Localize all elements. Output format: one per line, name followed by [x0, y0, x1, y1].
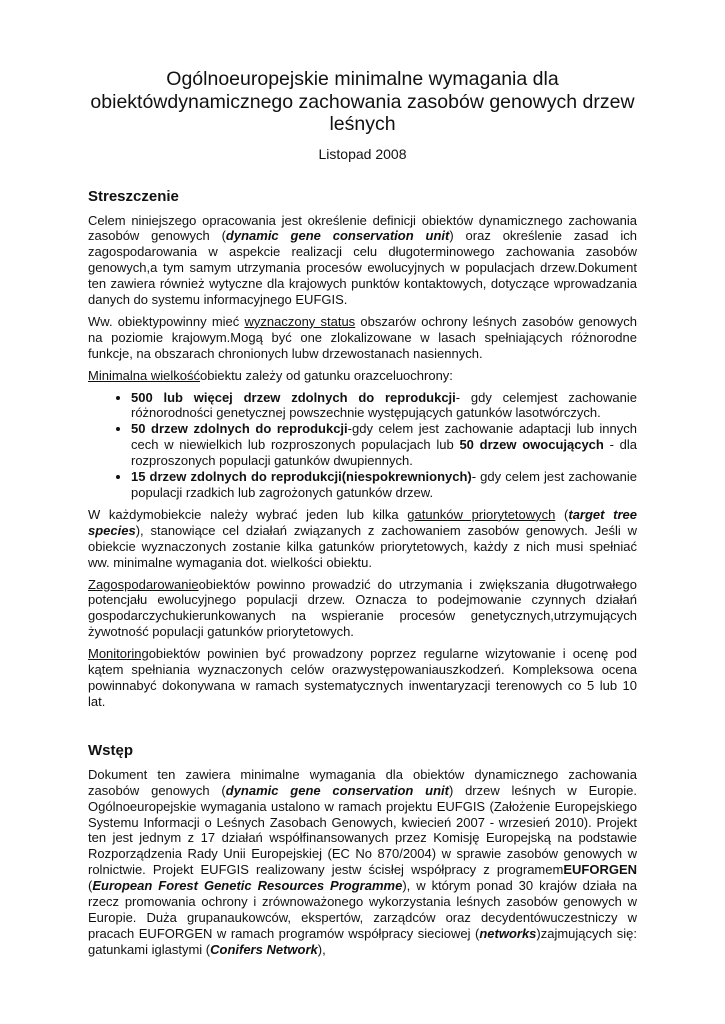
- text-run: obiektów powinno prowadzić do utrzymania i zwiększania długotrwałego potencjału ewolucyjnego populacji drzew. Oznacza to podejmowanie czynnych działań gospodarczychukierunkowanych na wspieranie procesów genetycznych,utrzymujących żywotność populacji gatunków priorytetowych.: [88, 576, 637, 640]
- text-run: ), stanowiące cel działań związanych z zachowaniem zasobów genowych. Jeśli w obiekcie wyznaczonych zostanie kilka gatunków priorytetowych, każdy z nich musi spełniać ww. minimalne wymagania dot. wielkości obiektu.: [88, 522, 637, 570]
- underlined-term: Zagospodarowanie: [88, 576, 199, 592]
- text-run: ) oraz określenie zasad ich zagospodarowania w aspekcie realizacji celu długoterminowego zachowania zasobów genowych,a tym samym utrzymania procesów ewolucyjnych w populacjach drzew.Dokument ten zawiera również wytyczne dla krajowych punktów kontaktowych, dotyczące wprowadzania danych do systemu informacyjnego EUFGIS.: [88, 228, 637, 308]
- requirements-list: [88, 390, 637, 501]
- emphasis-term: target tree species: [88, 506, 637, 538]
- bold-term: 50 drzew zdolnych do reprodukcji: [131, 421, 348, 437]
- document-date: Listopad 2008: [318, 145, 407, 162]
- bold-term: 500 lub więcej drzew zdolnych do reprodukcji: [131, 389, 456, 405]
- bold-term: 15 drzew zdolnych do reprodukcji(niespokrewnionych): [131, 469, 472, 485]
- list-item: [131, 390, 637, 422]
- underlined-term: gatunków priorytetowych: [407, 506, 556, 522]
- underlined-term: Minimalna wielkość: [88, 367, 200, 383]
- text-run: ), w którym ponad 30 krajów działa na rzecz promowania ochrony i zrównoważonego wykorzystania leśnych zasobów genowych w Europie. Duża grupanaukowców, ekspertów, zarządców oraz decydentówuczestniczy w pracach EUFORGEN w ramach programów współpracy sieciowej (: [88, 878, 638, 941]
- text-run: (: [88, 878, 93, 894]
- summary-paragraph-5: [88, 577, 637, 641]
- document-title: Ogólnoeuropejskie minimalne wymagania dla obiektówdynamicznego zachowania zasobów genowych drzew leśnych: [90, 68, 635, 135]
- list-item: [131, 421, 637, 469]
- text-run: obiektów powinien być prowadzony poprzez regularne wizytowanie i ocenę pod kątem spełniania wyznaczonych celów orazwystępowaniauszkodzeń. Kompleksowa ocena powinnabyć dokonywana w ramach systematycznych inwentaryzacji terenowych co 5 lub 10 lat.: [88, 646, 637, 709]
- underlined-term: wyznaczony status: [244, 313, 356, 329]
- text-run: Celem niniejszego opracowania jest określenie definicji obiektów dynamicznego zachowania zasobów genowych (: [88, 212, 637, 244]
- emphasis-term: European Forest Genetic Resources Programme: [92, 878, 403, 894]
- text-run: (: [555, 506, 569, 522]
- summary-paragraph-1: [88, 213, 637, 308]
- text-run: ),: [317, 941, 326, 957]
- list-item: [131, 469, 637, 501]
- intro-paragraph-1: [88, 767, 637, 958]
- emphasis-term: Conifers Network: [210, 941, 318, 957]
- text-run: obiektu zależy od gatunku orazceluochrony:: [199, 367, 453, 383]
- text-run: W każdymobiekcie należy wybrać jeden lub kilka: [88, 506, 408, 522]
- underlined-term: Monitoring: [88, 646, 149, 662]
- emphasis-term: dynamic gene conservation unit: [225, 228, 450, 244]
- section-heading-intro: Wstęp: [88, 741, 133, 759]
- text-run: -gdy celem jest zachowanie adaptacji lub innych cech w niewielkich lub rozproszonych populacjach lub: [131, 421, 637, 453]
- text-run: ) drzew leśnych w Europie. Ogólnoeuropejskie wymagania ustalono w ramach projektu EUFGIS (Założenie Europejskiego Systemu Informacji o Leśnych Zasobach Genowych, kwiecień 2007 - wrzesień 2010). Projekt ten jest jednym z 17 działań współfinansowanych przez Komisję Europejską na podstawie Rozporządzenia Rady Unii Europejskiej (EC No 870/2004) w sprawie zasobów genowych w rolnictwie. Projekt EUFGIS realizowany jestw ścisłej współpracy z programem: [88, 782, 638, 878]
- summary-paragraph-6: [88, 646, 637, 710]
- text-run: Dokument ten zawiera minimalne wymagania dla obiektów dynamicznego zachowania zasobów genowych (: [88, 766, 637, 798]
- text-run: obszarów ochrony leśnych zasobów genowych na poziomie krajowym.Mogą być one zlokalizowane w lasach spełniających różnorodne funkcje, na obszarach chronionych lubw drzewostanach nasiennych.: [88, 313, 637, 361]
- bold-term: 50 drzew owocujących: [459, 437, 604, 453]
- summary-paragraph-4: [88, 507, 637, 571]
- text-run: Ww. obiektypowinny mieć: [88, 313, 245, 329]
- text-run: - dla rozproszonych populacji gatunków dwupiennych.: [131, 437, 637, 469]
- section-heading-summary: Streszczenie: [88, 187, 179, 205]
- text-run: - gdy celemjest zachowanie różnorodności genetycznej powszechnie występujących gatunków lasotwórczych.: [131, 389, 637, 421]
- bold-term: EUFORGEN: [563, 862, 637, 878]
- emphasis-term: dynamic gene conservation unit: [225, 782, 449, 798]
- summary-paragraph-3: [88, 368, 637, 384]
- text-run: - gdy celem jest zachowanie populacji rzadkich lub zagrożonych gatunków drzew.: [131, 469, 637, 500]
- summary-paragraph-2: [88, 314, 637, 362]
- emphasis-term: networks: [479, 925, 537, 941]
- text-run: )zajmujących się: gatunkami iglastymi (: [88, 925, 637, 957]
